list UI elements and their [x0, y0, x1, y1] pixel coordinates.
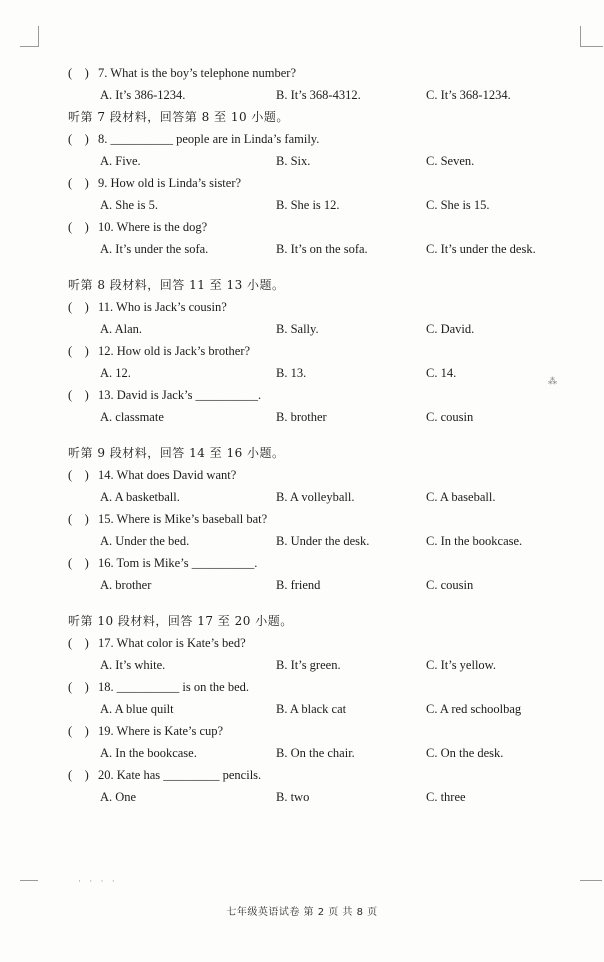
- answer-blank[interactable]: ( ): [68, 176, 89, 190]
- answer-options: [68, 194, 568, 216]
- option-b: B. A black cat: [276, 702, 347, 716]
- answer-options: [68, 654, 568, 676]
- question-stem: [68, 128, 568, 150]
- option-a: A. A basketball.: [100, 490, 180, 504]
- answer-options: [68, 530, 568, 552]
- option-c: C. It’s 368-1234.: [426, 88, 511, 102]
- answer-options: [68, 150, 568, 172]
- answer-blank[interactable]: ( ): [68, 388, 89, 402]
- crop-mark-bottom-right: [580, 880, 602, 882]
- crop-mark-top-right: [580, 26, 603, 47]
- question-text: 8. __________ people are in Linda’s family.: [98, 132, 320, 146]
- scan-speck: ⁂: [548, 376, 557, 386]
- question-text: 7. What is the boy’s telephone number?: [98, 66, 296, 80]
- question-section: [68, 596, 568, 808]
- question-text: 15. Where is Mike’s baseball bat?: [98, 512, 268, 526]
- option-c: C. She is 15.: [426, 198, 490, 212]
- answer-blank[interactable]: ( ): [68, 300, 89, 314]
- option-b: B. Six.: [276, 154, 311, 168]
- option-a: A. Five.: [100, 154, 141, 168]
- section-instruction: 听第 10 段材料，回答 17 至 20 小题。: [68, 614, 293, 628]
- question-section: [68, 106, 568, 260]
- answer-options: [68, 84, 568, 106]
- answer-options: [68, 698, 568, 720]
- answer-options: [68, 318, 568, 340]
- question-section: [68, 62, 568, 106]
- section-instruction: 听第 8 段材料，回答 11 至 13 小题。: [68, 278, 285, 292]
- answer-options: [68, 742, 568, 764]
- question-stem: [68, 552, 568, 574]
- answer-blank[interactable]: ( ): [68, 556, 89, 570]
- answer-options: [68, 486, 568, 508]
- option-b: B. Under the desk.: [276, 534, 370, 548]
- question-stem: [68, 508, 568, 530]
- question-stem: [68, 340, 568, 362]
- answer-blank[interactable]: ( ): [68, 468, 89, 482]
- option-a: A. It’s 386-1234.: [100, 88, 186, 102]
- option-c: C. A baseball.: [426, 490, 496, 504]
- option-b: B. She is 12.: [276, 198, 340, 212]
- option-b: B. It’s on the sofa.: [276, 242, 368, 256]
- answer-options: [68, 238, 568, 260]
- option-b: B. 13.: [276, 366, 307, 380]
- option-a: A. It’s under the sofa.: [100, 242, 209, 256]
- option-b: B. friend: [276, 578, 321, 592]
- option-a: A. 12.: [100, 366, 131, 380]
- question-stem: [68, 464, 568, 486]
- answer-blank[interactable]: ( ): [68, 66, 89, 80]
- question-stem: [68, 296, 568, 318]
- option-c: C. In the bookcase.: [426, 534, 523, 548]
- section-instruction: 听第 7 段材料，回答第 8 至 10 小题。: [68, 110, 289, 124]
- option-c: C. A red schoolbag: [426, 702, 522, 716]
- option-b: B. two: [276, 790, 310, 804]
- answer-blank[interactable]: ( ): [68, 768, 89, 782]
- question-stem: [68, 384, 568, 406]
- option-c: C. cousin: [426, 410, 474, 424]
- option-b: B. Sally.: [276, 322, 319, 336]
- option-a: A. Alan.: [100, 322, 143, 336]
- option-c: C. It’s yellow.: [426, 658, 497, 672]
- option-a: A. Under the bed.: [100, 534, 190, 548]
- crop-mark-top-left: [20, 26, 39, 47]
- answer-blank[interactable]: ( ): [68, 132, 89, 146]
- option-a: A. She is 5.: [100, 198, 158, 212]
- option-a: A. A blue quilt: [100, 702, 174, 716]
- question-section: [68, 260, 568, 428]
- option-a: A. brother: [100, 578, 152, 592]
- question-stem: [68, 676, 568, 698]
- page-footer: 七年级英语试卷 第 2 页 共 8 页: [226, 907, 378, 918]
- option-c: C. David.: [426, 322, 475, 336]
- question-section: [68, 428, 568, 596]
- option-b: B. It’s 368-4312.: [276, 88, 361, 102]
- question-text: 19. Where is Kate’s cup?: [98, 724, 224, 738]
- answer-blank[interactable]: ( ): [68, 220, 89, 234]
- option-c: C. It’s under the desk.: [426, 242, 536, 256]
- answer-options: [68, 406, 568, 428]
- answer-options: [68, 786, 568, 808]
- question-text: 16. Tom is Mike’s __________.: [98, 556, 258, 570]
- answer-blank[interactable]: ( ): [68, 680, 89, 694]
- option-b: B. On the chair.: [276, 746, 355, 760]
- crop-mark-bottom-left: [20, 880, 38, 882]
- answer-blank[interactable]: ( ): [68, 344, 89, 358]
- section-instruction: 听第 9 段材料，回答 14 至 16 小题。: [68, 446, 285, 460]
- question-text: 11. Who is Jack’s cousin?: [98, 300, 227, 314]
- option-b: B. A volleyball.: [276, 490, 355, 504]
- option-a: A. One: [100, 790, 137, 804]
- question-text: 9. How old is Linda’s sister?: [98, 176, 242, 190]
- option-a: A. It’s white.: [100, 658, 166, 672]
- question-stem: [68, 632, 568, 654]
- question-text: 14. What does David want?: [98, 468, 237, 482]
- option-c: C. cousin: [426, 578, 474, 592]
- question-text: 18. __________ is on the bed.: [98, 680, 250, 694]
- question-text: 17. What color is Kate’s bed?: [98, 636, 246, 650]
- option-c: C. 14.: [426, 366, 457, 380]
- question-text: 12. How old is Jack’s brother?: [98, 344, 251, 358]
- answer-options: [68, 574, 568, 596]
- question-stem: [68, 216, 568, 238]
- question-stem: [68, 720, 568, 742]
- scan-dots: · · · ·: [78, 876, 118, 886]
- question-stem: [68, 764, 568, 786]
- answer-blank[interactable]: ( ): [68, 512, 89, 526]
- option-a: A. In the bookcase.: [100, 746, 197, 760]
- option-a: A. classmate: [100, 410, 164, 424]
- question-stem: [68, 172, 568, 194]
- question-text: 13. David is Jack’s __________.: [98, 388, 262, 402]
- option-c: C. three: [426, 790, 466, 804]
- question-stem: [68, 62, 568, 84]
- option-c: C. On the desk.: [426, 746, 504, 760]
- answer-blank[interactable]: ( ): [68, 636, 89, 650]
- question-list: [68, 62, 568, 808]
- option-b: B. brother: [276, 410, 327, 424]
- answer-options: [68, 362, 568, 384]
- question-text: 20. Kate has _________ pencils.: [98, 768, 262, 782]
- question-text: 10. Where is the dog?: [98, 220, 208, 234]
- option-b: B. It’s green.: [276, 658, 341, 672]
- option-c: C. Seven.: [426, 154, 475, 168]
- answer-blank[interactable]: ( ): [68, 724, 89, 738]
